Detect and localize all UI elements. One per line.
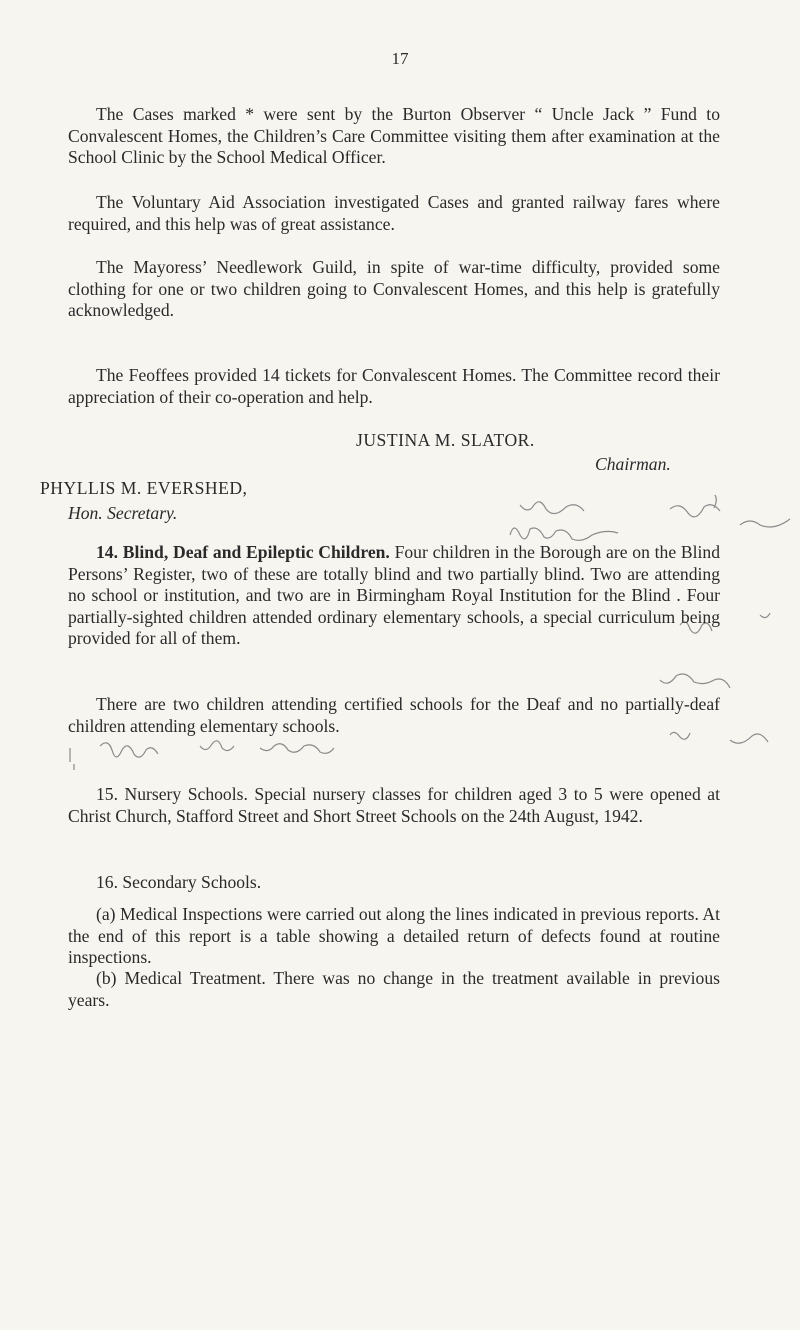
paragraph-feoffees: The Feoffees provided 14 tickets for Convalescent Homes. The Committee record their appreciation of their co-operation and help.	[68, 365, 720, 407]
pencil-scribble-line	[60, 738, 440, 778]
chairman-name: JUSTINA M. SLATOR.	[356, 430, 535, 450]
secretary-name: PHYLLIS M. EVERSHED,	[40, 478, 248, 498]
section-16-b: (b) Medical Treatment. There was no change in the treatment available in previous years.	[68, 968, 720, 1010]
paragraph-needlework-guild: The Mayoress’ Needlework Guild, in spite of war-time difficulty, provided some clothing for one or two children going to Convalescent Homes, and this help is gratefully acknowledged.	[68, 257, 720, 320]
section-15-heading: 15. Nursery Schools.	[96, 784, 248, 804]
section-15-text: Special nursery classes for children aged 3 to 5 were opened at Christ Church, Stafford Street and Short Street Schools on the 24th August, 1942.	[68, 784, 720, 826]
section-16-heading: 16. Secondary Schools.	[96, 872, 262, 892]
paragraph-uncle-jack-fund: The Cases marked * were sent by the Burton Observer “ Uncle Jack ” Fund to Convalescent Homes, the Children’s Care Committee visiting them after examination at the School Clinic by the School Medical Officer.	[68, 104, 720, 167]
chairman-title: Chairman.	[595, 454, 671, 474]
paragraph-voluntary-aid: The Voluntary Aid Association investigated Cases and granted railway fares where required, and this help was of great assistance.	[68, 192, 720, 234]
section-16-a: (a) Medical Inspections were carried out along the lines indicated in previous reports. At the end of this report is a table showing a detailed return of defects found at routine inspections.	[68, 904, 720, 967]
section-14-heading: 14. Blind, Deaf and Epileptic Children.	[96, 542, 390, 562]
section-14-deaf-paragraph: There are two children attending certified schools for the Deaf and no partially-deaf children attending elementary schools.	[68, 694, 720, 736]
section-15	[68, 784, 720, 827]
section-14	[68, 542, 720, 650]
section-14-text: Four children in the Borough are on the Blind Persons’ Register, two of these are totally blind and two partially blind. Two are attending no school or institution, and two are in Birmingham Royal Institution for the Blind . Four partially-sighted children attended ordinary elementary schools, a special curriculum being provided for all of them.	[68, 542, 720, 648]
secretary-title: Hon. Secretary.	[68, 503, 178, 523]
page-number: 17	[391, 49, 409, 68]
